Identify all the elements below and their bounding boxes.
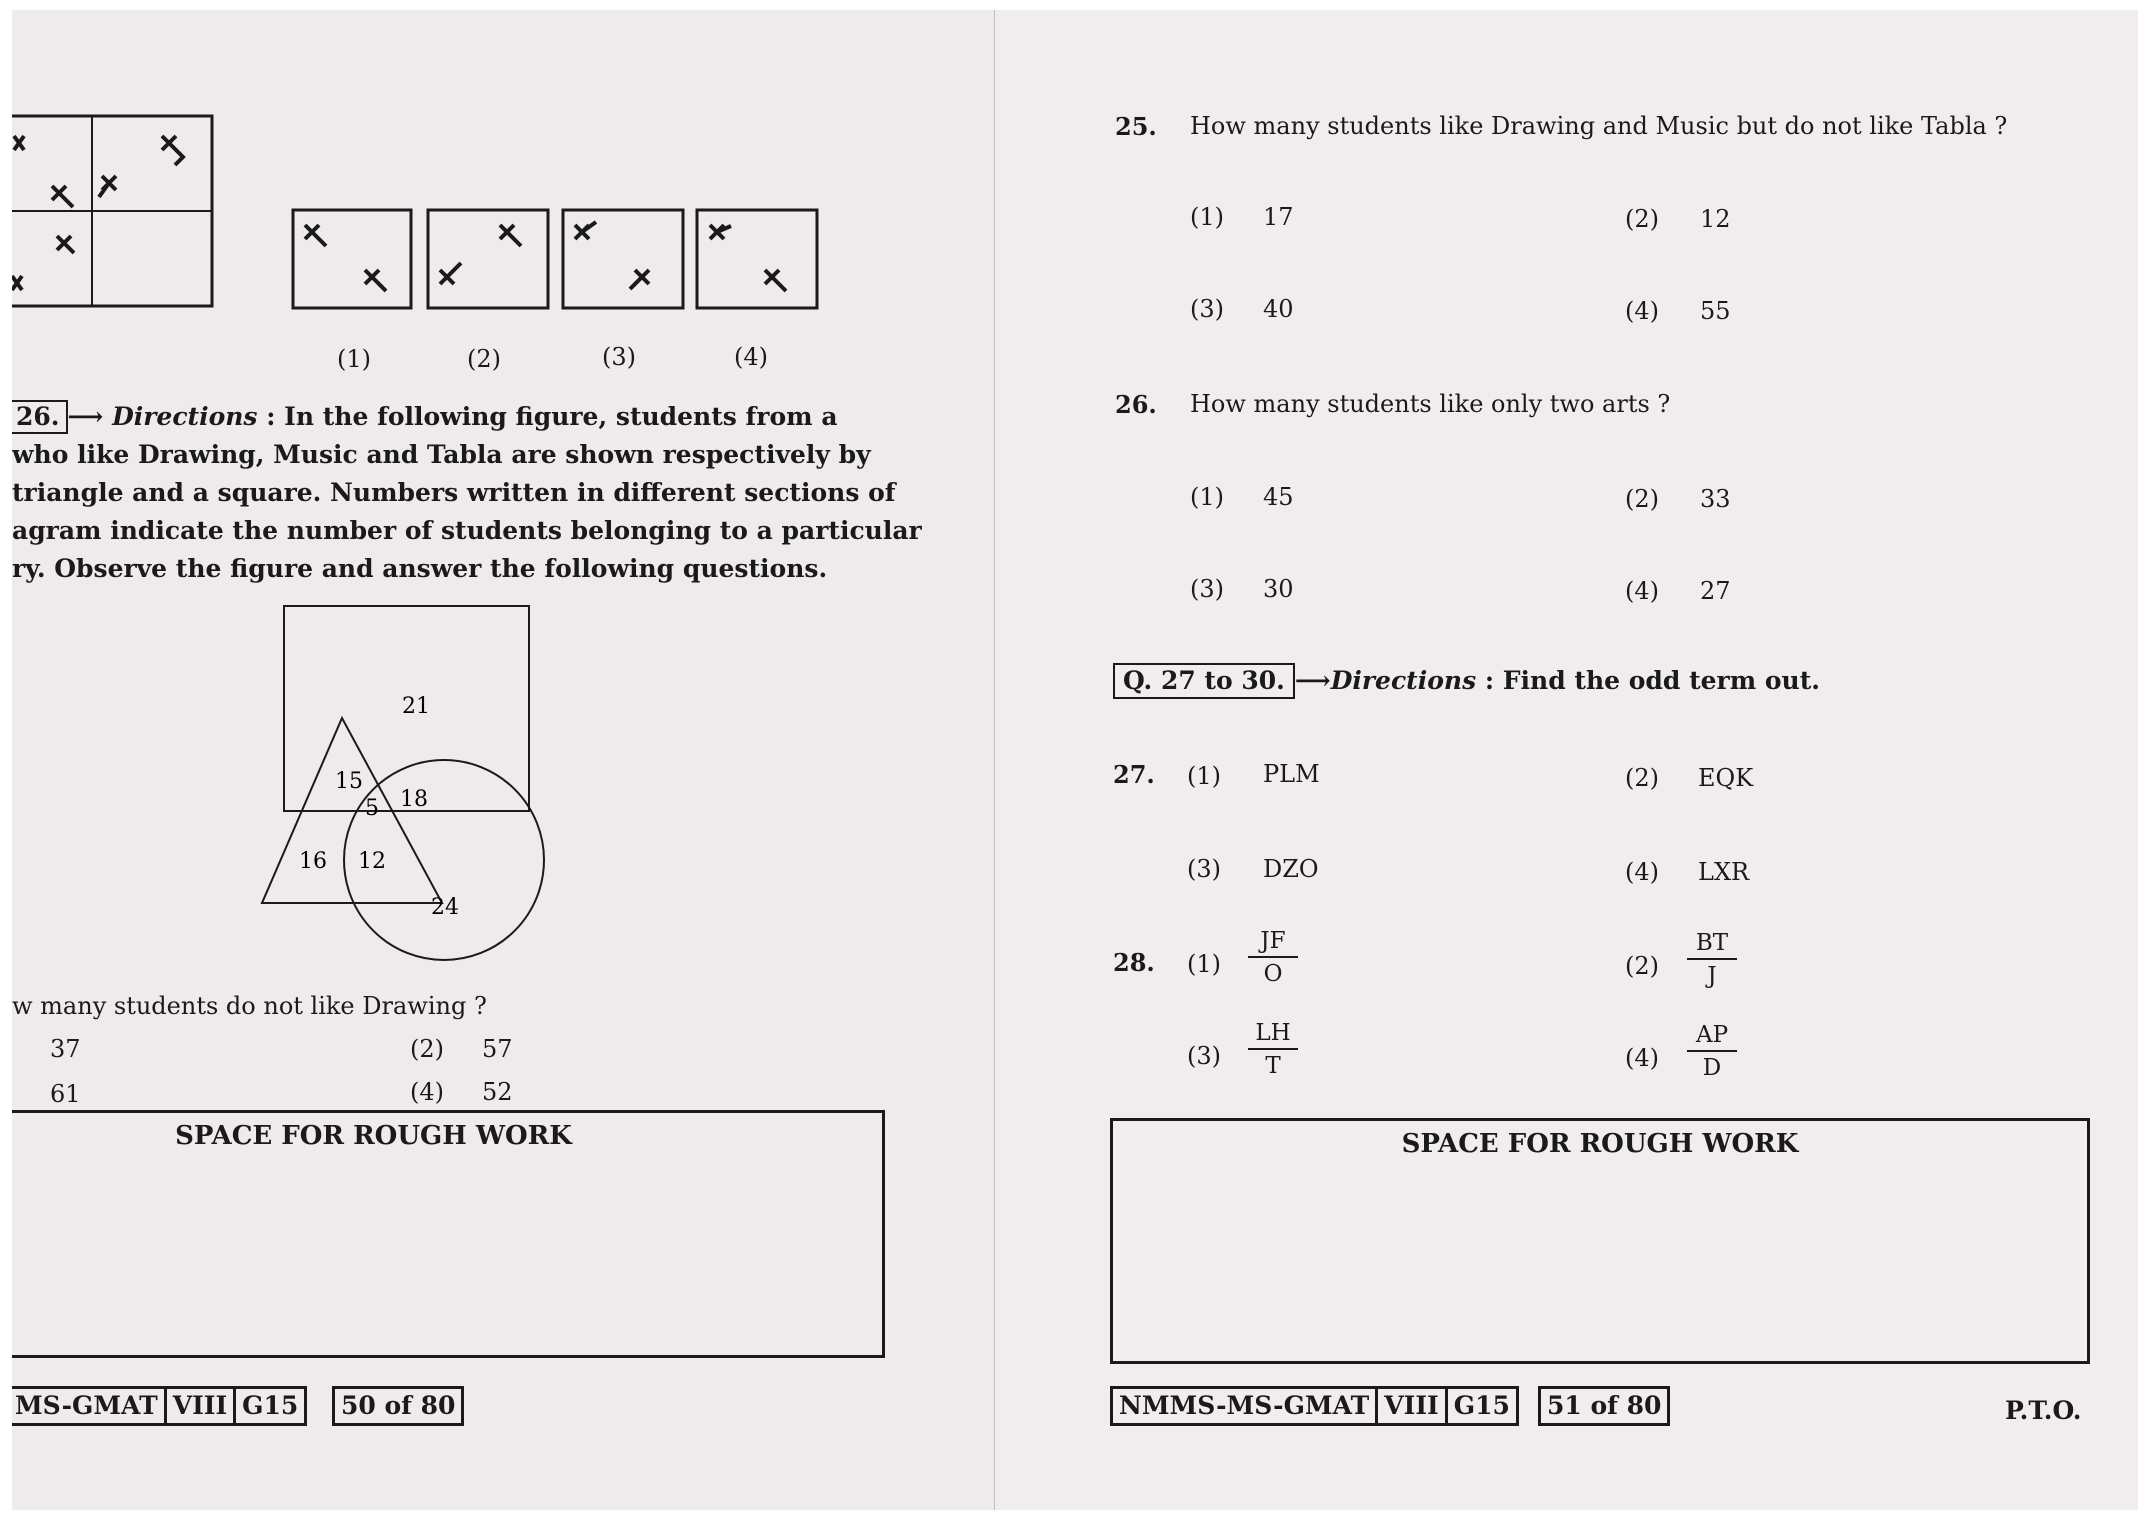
- venn-number: 18: [400, 787, 428, 812]
- option-value: EQK: [1698, 764, 1754, 792]
- option-value: 61: [50, 1080, 81, 1108]
- venn-number: 21: [402, 694, 430, 719]
- right-page: [995, 10, 2138, 1510]
- question-number: 25.: [1115, 112, 1157, 141]
- question-number: 28.: [1113, 948, 1155, 977]
- option-label: (1): [1187, 950, 1221, 978]
- option-value: 17: [1263, 203, 1294, 231]
- answer-figures: [290, 200, 840, 315]
- page-footer: [12, 1386, 304, 1426]
- option-label: (2): [410, 1035, 444, 1063]
- question-text: w many students do not like Drawing ?: [12, 992, 487, 1020]
- problem-figure: [12, 106, 227, 316]
- page-number: 50 of 80: [332, 1386, 464, 1426]
- fraction-denominator: D: [1702, 1055, 1722, 1081]
- option-label: (1): [1187, 762, 1221, 790]
- option-value: 40: [1263, 295, 1294, 323]
- venn-number: 5: [365, 796, 379, 821]
- option-label: (3): [1190, 575, 1224, 603]
- footer-exam-code: NMMS-MS-GMAT: [1110, 1386, 1378, 1426]
- fraction-option: [1248, 1020, 1298, 1079]
- fraction-numerator: JF: [1248, 928, 1298, 958]
- fraction-numerator: AP: [1687, 1022, 1737, 1052]
- option-value: 57: [482, 1035, 513, 1063]
- option-label: (1): [1190, 203, 1224, 231]
- arrow-right-icon: ⟶: [1294, 666, 1331, 695]
- fraction-option: [1687, 930, 1737, 989]
- option-value: 33: [1700, 485, 1731, 513]
- footer-class: VIII: [164, 1386, 236, 1426]
- option-label: (4): [410, 1078, 444, 1106]
- directions-line: who like Drawing, Music and Tabla are shown respectively by: [12, 440, 871, 469]
- answer-option-label: (3): [602, 343, 636, 371]
- option-label: (2): [1625, 764, 1659, 792]
- answer-option-label: (4): [734, 343, 768, 371]
- option-value: DZO: [1263, 855, 1319, 883]
- fraction-option: [1248, 928, 1298, 987]
- directions-line: [1113, 662, 1820, 700]
- arrow-motif-icon: [12, 136, 183, 290]
- option-value: 12: [1700, 205, 1731, 233]
- option-label: (4): [1625, 1044, 1659, 1072]
- page-number-box: [1538, 1386, 1667, 1426]
- directions-text: : In the following figure, students from a: [266, 402, 838, 431]
- directions-label: Directions: [1330, 666, 1477, 695]
- venn-number: 15: [335, 769, 363, 794]
- rough-work-box: [12, 1110, 885, 1358]
- rough-work-title: SPACE FOR ROUGH WORK: [175, 1121, 572, 1151]
- option-value: 45: [1263, 483, 1294, 511]
- page-footer: [1110, 1386, 1516, 1426]
- fraction-denominator: T: [1265, 1053, 1281, 1079]
- footer-class: VIII: [1375, 1386, 1447, 1426]
- directions-line: ry. Observe the figure and answer the following questions.: [12, 554, 828, 583]
- option-value: 30: [1263, 575, 1294, 603]
- option-label: (2): [1625, 485, 1659, 513]
- option-label: (3): [1190, 295, 1224, 323]
- fraction-numerator: BT: [1687, 930, 1737, 960]
- fraction-denominator: J: [1707, 963, 1717, 989]
- footer-set: G15: [233, 1386, 307, 1426]
- directions-line: agram indicate the number of students belonging to a particular: [12, 516, 922, 545]
- directions-text: : Find the odd term out.: [1484, 666, 1820, 695]
- option-label: (4): [1625, 577, 1659, 605]
- venn-number: 12: [358, 849, 386, 874]
- page-number-box: [332, 1386, 461, 1426]
- question-text: How many students like Drawing and Music but do not like Tabla ?: [1190, 112, 2008, 140]
- venn-number: 24: [431, 895, 459, 920]
- venn-diagram: [232, 598, 562, 978]
- question-number: 26.: [1115, 390, 1157, 419]
- directions-label: Directions: [112, 402, 258, 431]
- question-range-tag: Q. 27 to 30.: [1113, 663, 1295, 699]
- option-label: (4): [1625, 858, 1659, 886]
- question-number: 27.: [1113, 760, 1155, 789]
- rough-work-box: [1110, 1118, 2090, 1364]
- option-value: 52: [482, 1078, 513, 1106]
- option-value: 27: [1700, 577, 1731, 605]
- arrow-right-icon: ⟶: [67, 402, 104, 431]
- option-value: PLM: [1263, 760, 1320, 788]
- option-label: (1): [1190, 483, 1224, 511]
- page-number: 51 of 80: [1538, 1386, 1670, 1426]
- venn-number: 16: [299, 849, 327, 874]
- fraction-denominator: O: [1263, 961, 1283, 987]
- directions-line: [12, 398, 838, 436]
- answer-option-label: (1): [337, 345, 371, 373]
- question-text: How many students like only two arts ?: [1190, 390, 1671, 418]
- left-page: [12, 10, 994, 1510]
- footer-set: G15: [1445, 1386, 1519, 1426]
- footer-exam-code: MS-GMAT: [12, 1386, 167, 1426]
- option-label: (3): [1187, 855, 1221, 883]
- directions-line: triangle and a square. Numbers written in different sections of: [12, 478, 896, 507]
- option-label: (4): [1625, 297, 1659, 325]
- answer-option-label: (2): [467, 345, 501, 373]
- option-value: 55: [1700, 297, 1731, 325]
- option-value: 37: [50, 1035, 81, 1063]
- question-range-tag: 26.: [12, 400, 68, 434]
- pto-label: P.T.O.: [2005, 1396, 2082, 1425]
- option-label: (2): [1625, 952, 1659, 980]
- fraction-numerator: LH: [1248, 1020, 1298, 1050]
- option-value: LXR: [1698, 858, 1750, 886]
- option-label: (2): [1625, 205, 1659, 233]
- option-label: (3): [1187, 1042, 1221, 1070]
- rough-work-title: SPACE FOR ROUGH WORK: [1401, 1129, 1799, 1159]
- fraction-option: [1687, 1022, 1737, 1081]
